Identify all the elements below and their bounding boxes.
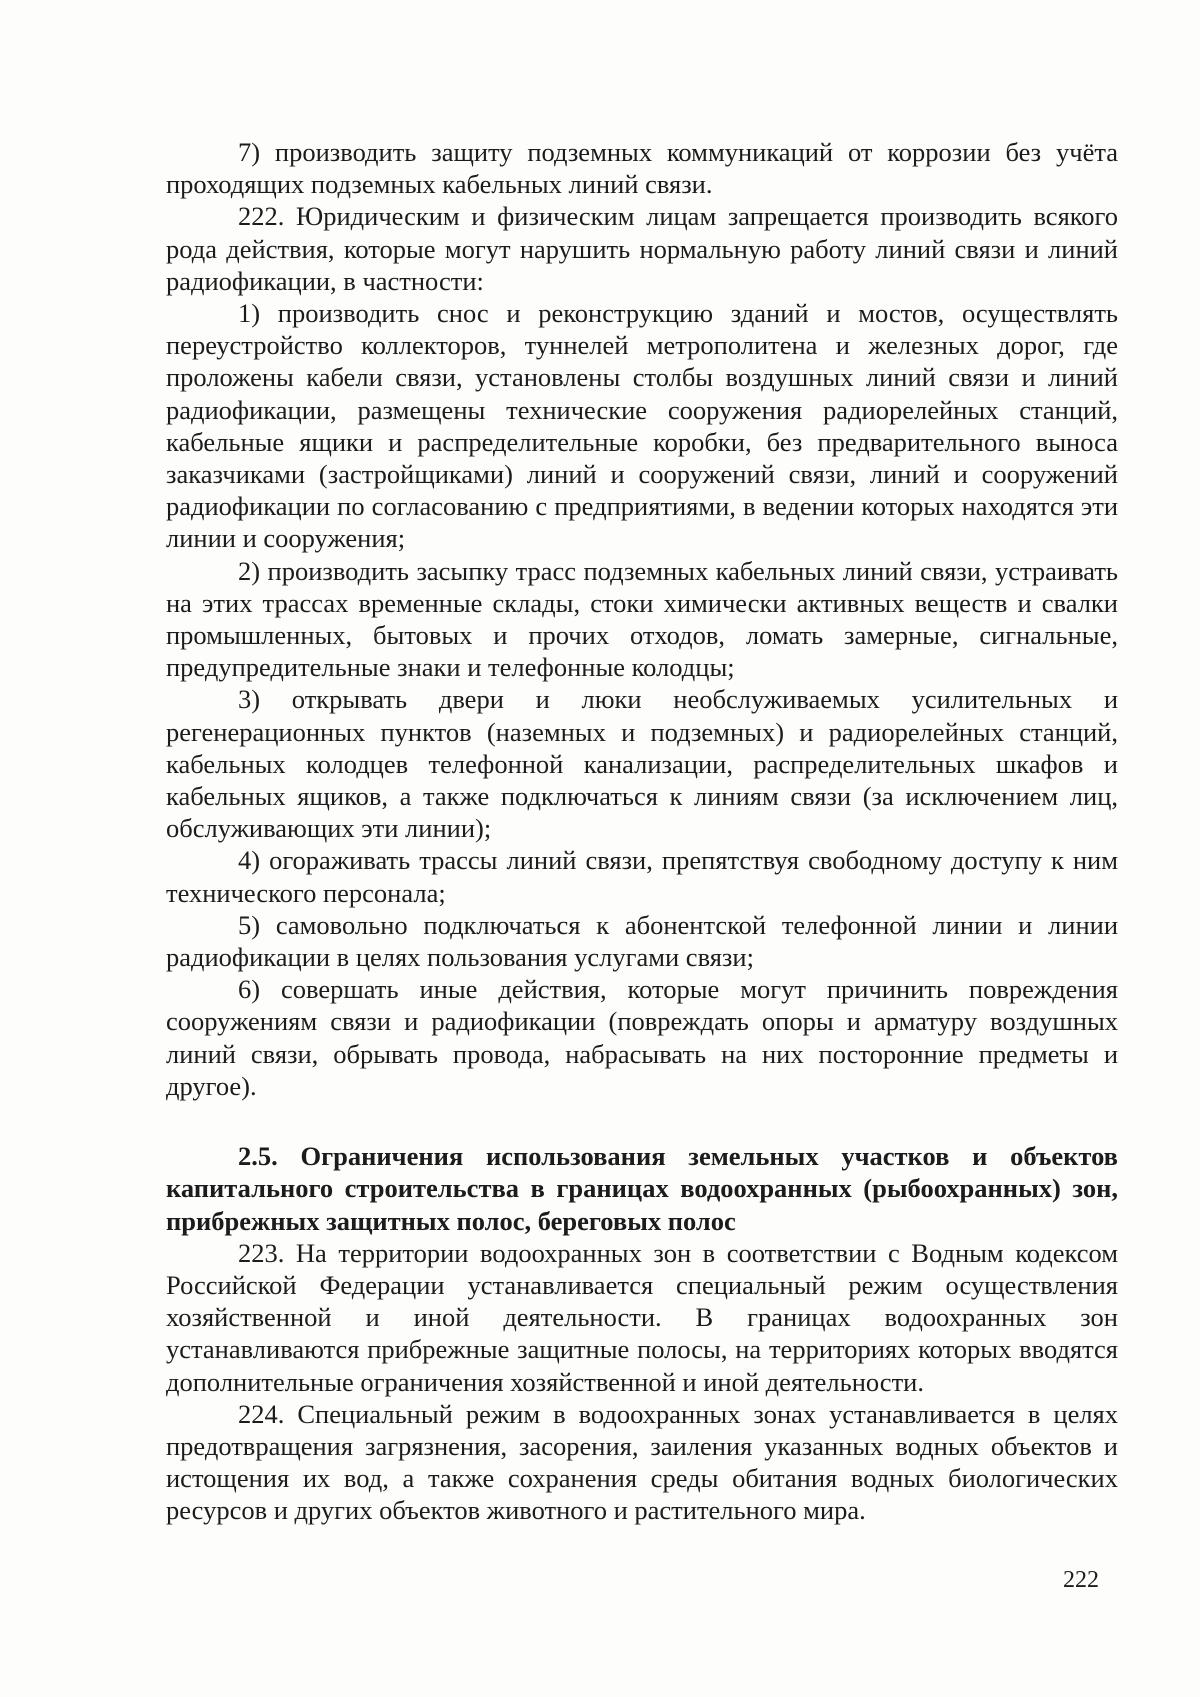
page-number: 222 [1063,1567,1099,1593]
section-heading-2-5: 2.5. Ограничения использования земельных участков и объектов капитального строительства в границах водоохранных (рыбоохранных) зон, прибрежных защитных полос, береговых полос [166,1141,1118,1236]
list-item-4-fencing: 4) огораживать трассы линий связи, препятствуя свободному доступу к ним технического персонала; [166,845,1118,908]
page-body [166,136,1118,1527]
list-item-7-corrosion: 7) производить защиту подземных коммуникаций от коррозии без учёта проходящих подземных кабельных линий связи. [166,137,1118,200]
list-item-5-connection: 5) самовольно подключаться к абонентской телефонной линии и линии радиофикации в целях пользования услугами связи; [166,909,1118,973]
clause-222: 222. Юридическим и физическим лицам запрещается производить всякого рода действия, которые могут нарушить нормальную работу линий связи и линий радиофикации, в частности: [166,201,1118,296]
list-item-3-doors: 3) открывать двери и люки необслуживаемых усилительных и регенерационных пунктов (наземных и подземных) и радиорелейных станций, кабельных колодцев телефонной канализации, распределительных шкафов и кабельных ящиков, а также подключаться к линиям связи (за исключением лиц, обслуживающих эти линии); [166,684,1118,844]
list-item-2-backfill: 2) производить засыпку трасс подземных кабельных линий связи, устраивать на этих трассах временные склады, стоки химически активных веществ и свалки промышленных, бытовых и прочих отходов, ломать замерные, сигнальные, предупредительные знаки и телефонные колодцы; [166,555,1118,683]
clause-224: 224. Специальный режим в водоохранных зонах устанавливается в целях предотвращения загрязнения, засорения, заиления указанных водных объектов и истощения их вод, а также сохранения среды обитания водных биологических ресурсов и других объектов животного и растительного мира. [166,1398,1118,1526]
list-item-6-other-actions: 6) совершать иные действия, которые могут причинить повреждения сооружениям связи и радиофикации (повреждать опоры и арматуру воздушных линий связи, обрывать провода, набрасывать на них посторонние предметы и другое). [166,974,1118,1101]
list-item-1-demolition: 1) производить снос и реконструкцию зданий и мостов, осуществлять переустройство коллекторов, туннелей метрополитена и железных дорог, где проложены кабели связи, установлены столбы воздушных линий связи и линий радиофикации, размещены технические сооружения радиорелейных станций, кабельные ящики и распределительные коробки, без предварительного выноса заказчиками (застройщиками) линий и сооружений связи, линий и сооружений радиофикации по согласованию с предприятиями, в ведении которых находятся эти линии и сооружения; [166,298,1118,554]
clause-223: 223. На территории водоохранных зон в соответствии с Водным кодексом Российской Федерации устанавливается специальный режим осуществления хозяйственной и иной деятельности. В границах водоохранных зон устанавливаются прибрежные защитные полосы, на территориях которых вводятся дополнительные ограничения хозяйственной и иной деятельности. [166,1237,1118,1397]
